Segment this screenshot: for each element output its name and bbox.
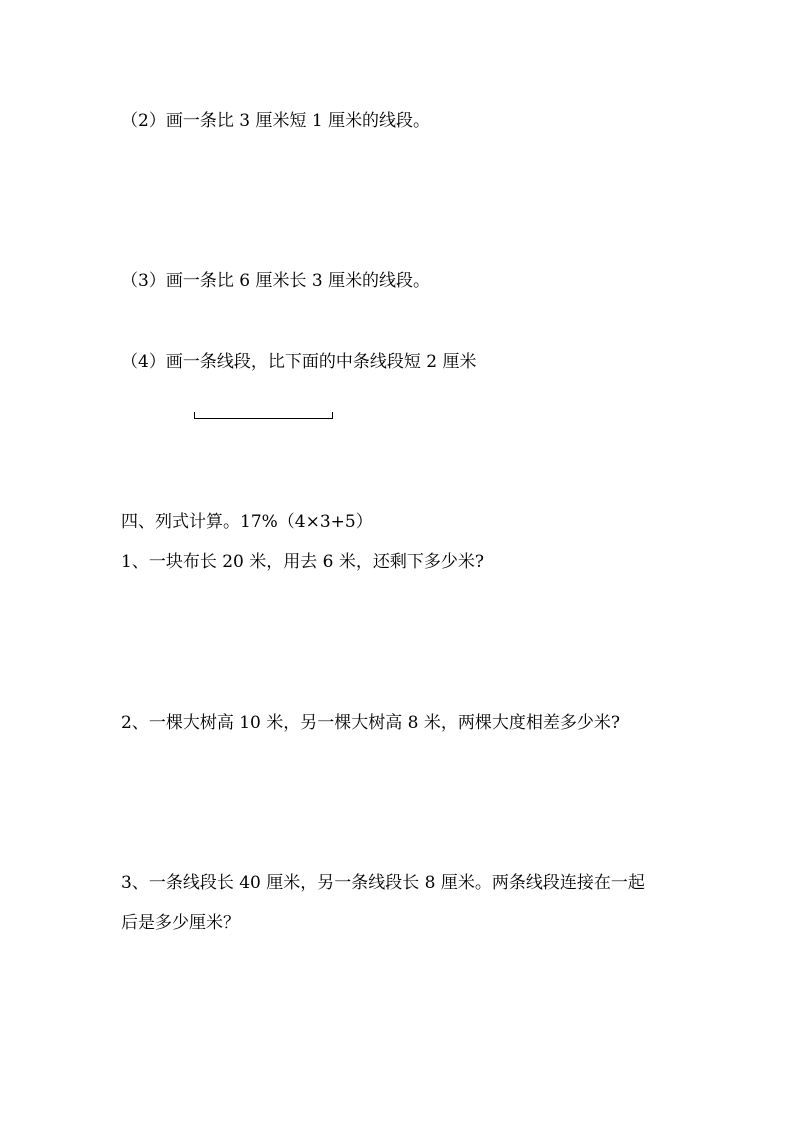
question-4-text: （4）画一条线段，比下面的中条线段短 2 厘米 xyxy=(121,352,477,372)
problem-2-text: 2、一棵大树高 10 米，另一棵大树高 8 米，两棵大度相差多少米? xyxy=(121,713,620,733)
question-3-text: （3）画一条比 6 厘米长 3 厘米的线段。 xyxy=(121,271,431,291)
segment-right-tick xyxy=(332,412,333,419)
problem-1-text: 1、一块布长 20 米，用去 6 米，还剩下多少米? xyxy=(121,552,484,572)
segment-line xyxy=(194,418,333,419)
reference-line-segment xyxy=(194,412,333,420)
question-2-text: （2）画一条比 3 厘米短 1 厘米的线段。 xyxy=(121,111,431,131)
problem-3-text-line-1: 3、一条线段长 40 厘米，另一条线段长 8 厘米。两条线段连接在一起 xyxy=(121,873,645,893)
problem-3-text-line-2: 后是多少厘米？ xyxy=(121,913,240,933)
section-4-heading: 四、列式计算。17%（4×3+5） xyxy=(121,512,373,532)
